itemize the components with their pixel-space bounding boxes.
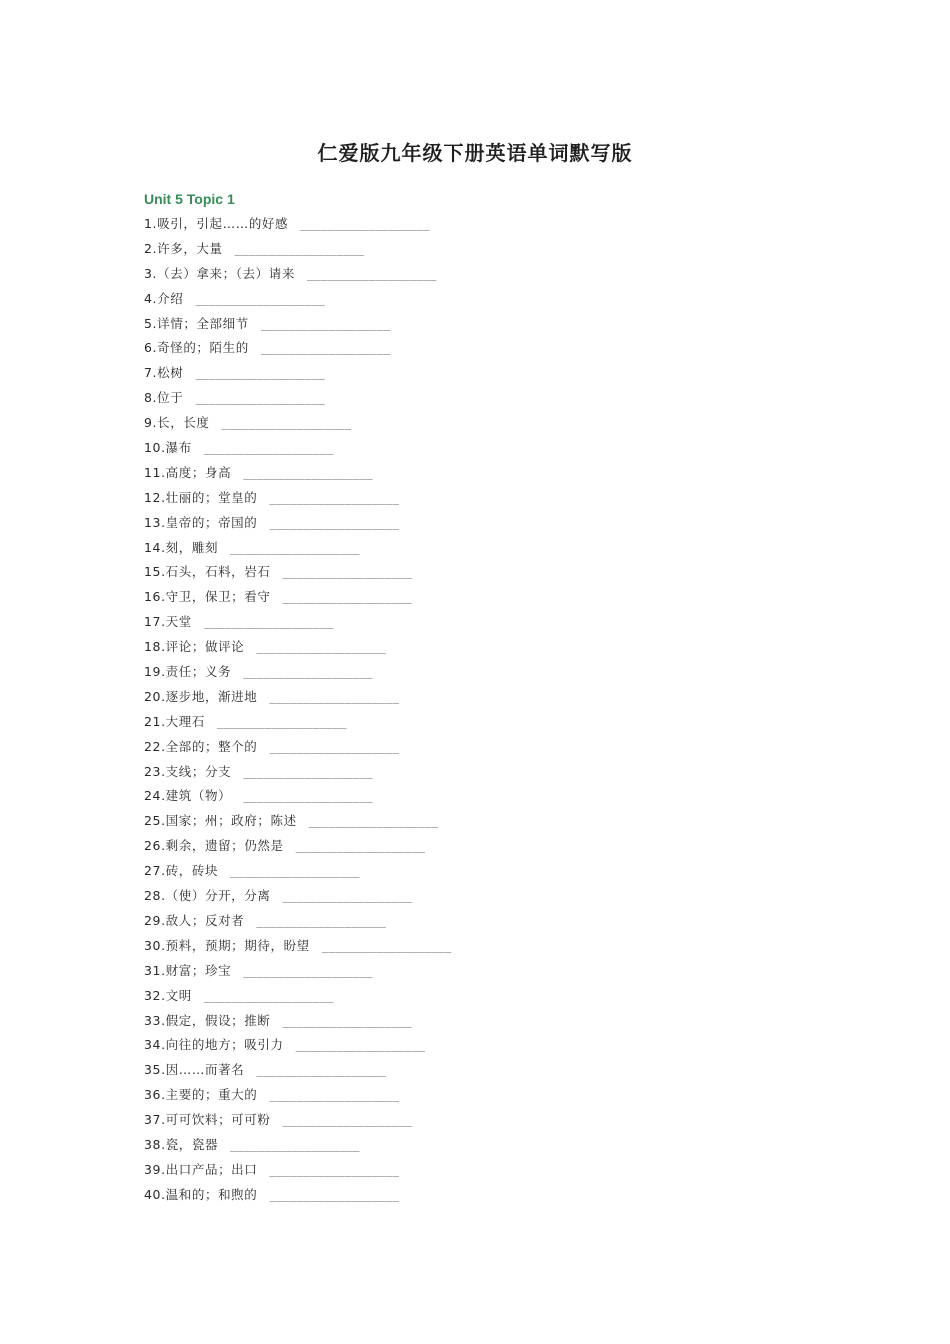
word-prompt: 18.评论；做评论 xyxy=(144,639,245,655)
word-prompt: 37.可可饮料；可可粉 xyxy=(144,1112,271,1128)
word-prompt: 21.大理石 xyxy=(144,713,205,729)
word-prompt: 34.向往的地方；吸引力 xyxy=(144,1037,284,1053)
list-item xyxy=(144,1086,451,1111)
word-prompt: 30.预料，预期；期待，盼望 xyxy=(144,937,310,953)
answer-blank: ___________________ xyxy=(269,1089,400,1103)
word-prompt: 39.出口产品；出口 xyxy=(144,1161,258,1177)
answer-blank: ___________________ xyxy=(243,666,373,680)
list-item xyxy=(144,738,451,763)
answer-blank: ___________________ xyxy=(269,516,400,530)
word-prompt: 38.瓷，瓷器 xyxy=(144,1136,219,1152)
answer-blank: ___________________ xyxy=(234,242,365,256)
list-item xyxy=(144,812,451,837)
list-item xyxy=(144,688,451,713)
list-item xyxy=(144,290,451,315)
answer-blank: ___________________ xyxy=(300,218,430,231)
word-prompt: 13.皇帝的；帝国的 xyxy=(144,514,258,530)
answer-blank: ___________________ xyxy=(269,690,400,704)
word-prompt: 4.介绍 xyxy=(144,290,184,306)
answer-blank: ___________________ xyxy=(203,442,334,456)
word-prompt: 26.剩余，遗留；仍然是 xyxy=(144,838,284,854)
answer-blank: ___________________ xyxy=(195,367,325,381)
answer-blank: ___________________ xyxy=(243,466,373,480)
list-item xyxy=(144,862,451,887)
word-prompt: 6.奇怪的；陌生的 xyxy=(144,340,249,356)
answer-blank: ___________________ xyxy=(308,815,439,829)
list-item xyxy=(144,364,451,389)
word-prompt: 20.逐步地，渐进地 xyxy=(144,688,258,704)
list-item xyxy=(144,489,451,514)
list-item xyxy=(144,265,451,290)
list-item xyxy=(144,987,451,1012)
list-item xyxy=(144,414,451,439)
answer-blank: ___________________ xyxy=(230,541,360,555)
answer-blank: ___________________ xyxy=(256,914,386,928)
list-item xyxy=(144,215,451,240)
word-prompt: 17.天堂 xyxy=(144,614,192,630)
answer-blank: ___________________ xyxy=(282,1114,413,1128)
list-item xyxy=(144,663,451,688)
answer-blank: ___________________ xyxy=(230,1138,360,1152)
answer-blank: ___________________ xyxy=(269,491,400,505)
answer-blank: ___________________ xyxy=(243,765,373,779)
list-item xyxy=(144,1111,451,1136)
answer-blank: ___________________ xyxy=(221,417,352,431)
answer-blank: ___________________ xyxy=(243,790,373,804)
list-item xyxy=(144,1036,451,1061)
word-prompt: 35.因……而著名 xyxy=(144,1062,245,1078)
word-prompt: 10.瀑布 xyxy=(144,440,192,456)
answer-blank: ___________________ xyxy=(282,1014,413,1028)
word-prompt: 19.责任；义务 xyxy=(144,664,232,680)
section-heading: Unit 5 Topic 1 xyxy=(144,191,235,207)
list-item xyxy=(144,638,451,663)
answer-blank: ___________________ xyxy=(203,989,334,1003)
document-title: 仁爱版九年级下册英语单词默写版 xyxy=(317,141,633,165)
list-item xyxy=(144,588,451,613)
word-prompt: 3.（去）拿来；（去）请来 xyxy=(144,265,295,281)
answer-blank: ___________________ xyxy=(295,1039,426,1053)
word-prompt: 27.砖，砖块 xyxy=(144,863,219,879)
answer-blank: ___________________ xyxy=(203,616,334,630)
word-prompt: 33.假定，假设；推断 xyxy=(144,1012,271,1028)
answer-blank: ___________________ xyxy=(269,1163,400,1177)
answer-blank: ___________________ xyxy=(269,1188,400,1202)
list-item xyxy=(144,962,451,987)
answer-blank: ___________________ xyxy=(295,840,426,854)
list-item xyxy=(144,315,451,340)
list-item xyxy=(144,937,451,962)
word-prompt: 22.全部的；整个的 xyxy=(144,738,258,754)
list-item xyxy=(144,837,451,862)
word-prompt: 15.石头，石料，岩石 xyxy=(144,564,271,580)
word-prompt: 16.守卫，保卫；看守 xyxy=(144,589,271,605)
word-prompt: 11.高度；身高 xyxy=(144,464,232,480)
answer-blank: ___________________ xyxy=(260,317,391,331)
word-prompt: 2.许多，大量 xyxy=(144,240,223,256)
list-item xyxy=(144,563,451,588)
list-item xyxy=(144,1161,451,1186)
list-item xyxy=(144,787,451,812)
word-prompt: 25.国家；州；政府；陈述 xyxy=(144,813,297,829)
answer-blank: ___________________ xyxy=(269,740,400,754)
word-prompt: 9.长，长度 xyxy=(144,415,210,431)
answer-blank: ___________________ xyxy=(321,939,452,953)
word-prompt: 7.松树 xyxy=(144,365,184,381)
list-item xyxy=(144,240,451,265)
word-prompt: 1.吸引，引起……的好感 xyxy=(144,216,289,231)
list-item xyxy=(144,713,451,738)
list-item xyxy=(144,613,451,638)
answer-blank: ___________________ xyxy=(216,715,347,729)
vocabulary-list xyxy=(144,215,451,1211)
list-item xyxy=(144,1136,451,1161)
word-prompt: 14.刻，雕刻 xyxy=(144,539,219,555)
word-prompt: 29.敌人；反对者 xyxy=(144,912,245,928)
word-prompt: 5.详情；全部细节 xyxy=(144,315,249,331)
list-item xyxy=(144,389,451,414)
word-prompt: 8.位于 xyxy=(144,390,184,406)
list-item xyxy=(144,514,451,539)
list-item xyxy=(144,912,451,937)
list-item xyxy=(144,464,451,489)
word-prompt: 40.温和的；和煦的 xyxy=(144,1186,258,1202)
word-prompt: 24.建筑（物） xyxy=(144,788,232,804)
list-item xyxy=(144,1061,451,1086)
word-prompt: 28.（使）分开，分离 xyxy=(144,888,271,904)
list-item xyxy=(144,439,451,464)
answer-blank: ___________________ xyxy=(195,292,325,306)
list-item xyxy=(144,887,451,912)
answer-blank: ___________________ xyxy=(260,342,391,356)
word-prompt: 36.主要的；重大的 xyxy=(144,1087,258,1103)
list-item xyxy=(144,763,451,788)
answer-blank: ___________________ xyxy=(195,392,325,406)
answer-blank: ___________________ xyxy=(256,641,386,655)
answer-blank: ___________________ xyxy=(256,1064,386,1078)
list-item xyxy=(144,1186,451,1211)
answer-blank: ___________________ xyxy=(230,865,360,879)
answer-blank: ___________________ xyxy=(306,267,437,281)
word-prompt: 32.文明 xyxy=(144,987,192,1003)
answer-blank: ___________________ xyxy=(282,890,413,904)
list-item xyxy=(144,1012,451,1037)
answer-blank: ___________________ xyxy=(282,566,413,580)
list-item xyxy=(144,339,451,364)
word-prompt: 23.支线；分支 xyxy=(144,763,232,779)
answer-blank: ___________________ xyxy=(243,964,373,978)
list-item xyxy=(144,539,451,564)
answer-blank: ___________________ xyxy=(282,591,413,605)
word-prompt: 31.财富；珍宝 xyxy=(144,962,232,978)
word-prompt: 12.壮丽的；堂皇的 xyxy=(144,489,258,505)
